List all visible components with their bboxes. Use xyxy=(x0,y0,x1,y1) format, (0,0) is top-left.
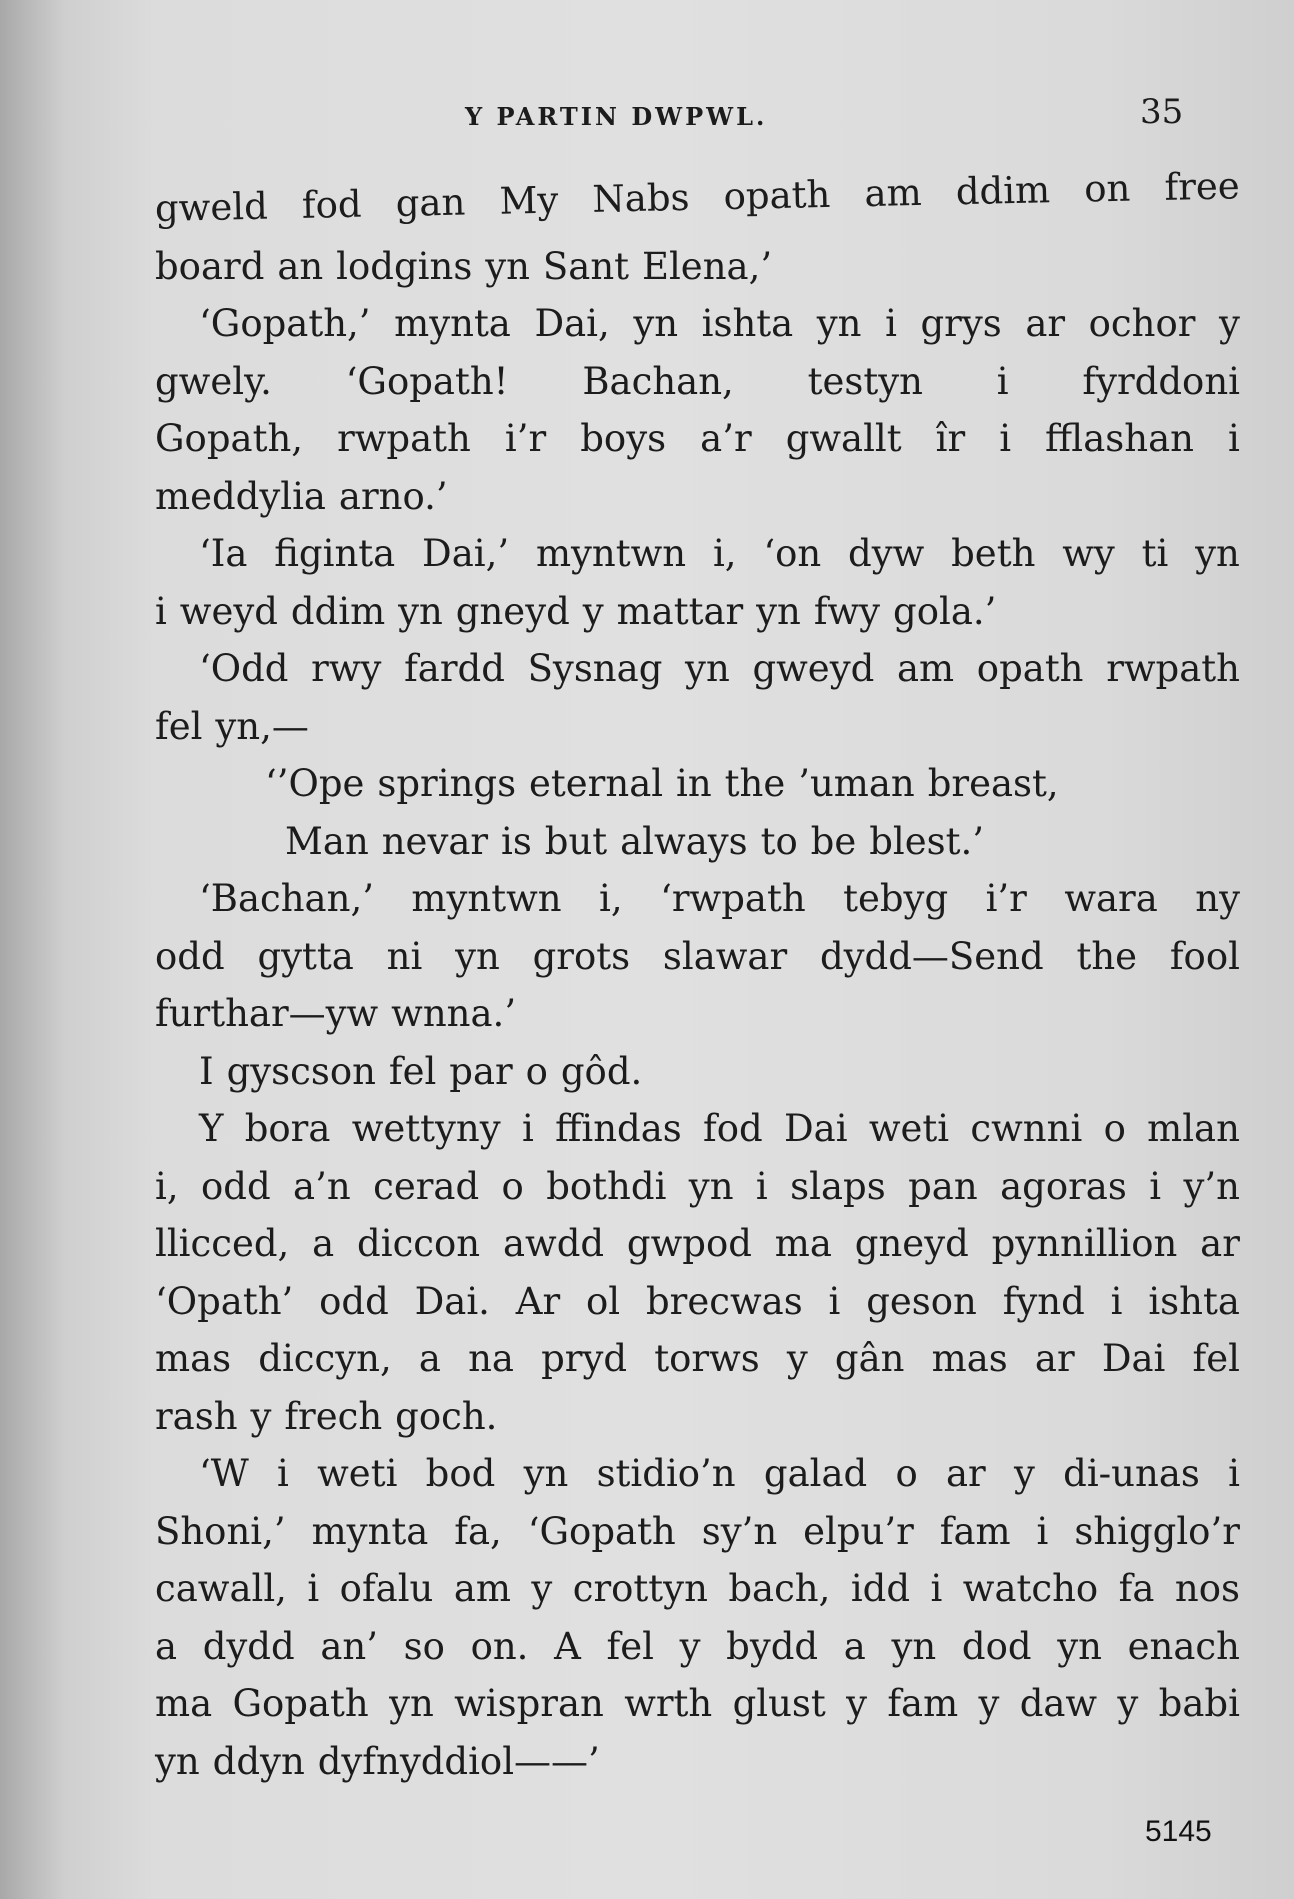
text-line xyxy=(155,1388,1240,1446)
word: ‘Odd xyxy=(199,647,289,690)
word: i xyxy=(755,1164,768,1208)
text-line xyxy=(155,295,1240,353)
word: myntwn xyxy=(535,532,687,575)
word: Dai xyxy=(1101,1337,1166,1380)
word: a xyxy=(418,1337,441,1380)
word: ni xyxy=(386,934,423,978)
word: llicced, xyxy=(155,1222,290,1265)
word: i, xyxy=(599,877,623,920)
word: breast, xyxy=(927,762,1059,805)
word: odd xyxy=(155,934,225,978)
word: Bachan, xyxy=(582,359,734,403)
word: tebyg xyxy=(843,877,949,920)
page-header xyxy=(0,92,1294,136)
word: mynta xyxy=(394,302,511,345)
word: y xyxy=(250,1394,272,1438)
word: rwy xyxy=(311,647,382,690)
word: the xyxy=(1076,934,1138,978)
word: i xyxy=(828,1279,841,1323)
word: ar xyxy=(1200,1222,1240,1265)
word: is xyxy=(501,819,532,863)
word: pynnillion xyxy=(991,1222,1178,1265)
word: gwallt xyxy=(785,417,902,460)
word: diccyn, xyxy=(258,1337,392,1380)
word: cwnni xyxy=(970,1107,1083,1150)
word: ‘Gopath xyxy=(527,1509,676,1553)
word: ma xyxy=(774,1222,832,1265)
word: ar xyxy=(946,1452,986,1495)
word: figinta xyxy=(274,532,396,575)
word: arno.’ xyxy=(338,474,448,518)
word: i xyxy=(307,1567,320,1610)
text-line xyxy=(155,525,1240,583)
word: but xyxy=(544,819,608,863)
word: yn xyxy=(891,1624,937,1668)
word: par xyxy=(449,1049,513,1093)
text-line xyxy=(155,410,1240,468)
word: gytta xyxy=(257,934,354,978)
word: dydd xyxy=(202,1624,295,1668)
word: geson xyxy=(866,1279,977,1323)
word: na xyxy=(468,1337,514,1380)
word: fel xyxy=(388,1049,437,1093)
word: ‘Gopath,’ xyxy=(199,302,371,345)
word: ’uman xyxy=(798,762,915,805)
word: grots xyxy=(532,934,631,978)
poem-line xyxy=(155,755,1240,813)
word: I xyxy=(199,1049,214,1093)
word: ffindas xyxy=(555,1107,682,1150)
word: yn xyxy=(688,1164,734,1208)
word: mlan xyxy=(1147,1107,1240,1150)
word: Dai. xyxy=(414,1279,490,1323)
word: testyn xyxy=(807,359,923,403)
word: gola.’ xyxy=(893,589,997,633)
word: yn xyxy=(455,934,500,978)
word: fynd xyxy=(1002,1279,1085,1323)
word: îr xyxy=(935,417,966,460)
text-line xyxy=(154,157,1240,237)
word: babi xyxy=(1158,1682,1240,1725)
word: fel xyxy=(155,704,203,748)
word: ofalu xyxy=(339,1567,434,1610)
running-title: Y PARTIN DWPWL. xyxy=(465,102,768,131)
word: odd xyxy=(319,1279,389,1323)
word: yn xyxy=(485,244,530,288)
text-line xyxy=(155,1273,1240,1331)
word: i xyxy=(521,1107,534,1150)
word: elpu’r xyxy=(803,1509,914,1553)
text-line xyxy=(155,640,1240,698)
word: i xyxy=(996,359,1009,403)
text-line xyxy=(155,1675,1240,1733)
word: Y xyxy=(199,1107,224,1150)
word: a xyxy=(843,1624,866,1668)
word: ishta xyxy=(701,302,794,345)
page-number: 35 xyxy=(1140,92,1184,132)
word: pryd xyxy=(541,1337,628,1380)
word: i xyxy=(999,417,1012,460)
word: i xyxy=(1228,417,1240,460)
word: boys xyxy=(580,417,667,460)
word: stidio’n xyxy=(596,1452,736,1495)
word: o xyxy=(1103,1107,1126,1150)
word: to xyxy=(760,819,798,863)
word: mattar xyxy=(616,589,744,633)
word: shigglo’r xyxy=(1074,1509,1240,1553)
word: y xyxy=(1218,302,1240,345)
word: rwpath xyxy=(1106,647,1240,690)
word: glust xyxy=(732,1682,826,1725)
word: mas xyxy=(931,1337,1008,1380)
word: opath xyxy=(723,172,831,219)
word: eternal xyxy=(529,762,664,805)
word: yn xyxy=(756,589,801,633)
word: blest.’ xyxy=(869,819,984,863)
word: mynta xyxy=(311,1509,429,1553)
word: myntwn xyxy=(411,877,562,920)
word: awdd xyxy=(502,1222,605,1265)
word: rwpath xyxy=(337,417,471,460)
word: ‘Bachan,’ xyxy=(199,877,374,920)
word: fam xyxy=(939,1509,1011,1553)
text-line xyxy=(155,1215,1240,1273)
word: Sysnag xyxy=(527,647,663,690)
word: wrth xyxy=(624,1682,713,1725)
word: yn xyxy=(1057,1624,1102,1668)
word: odd xyxy=(201,1164,271,1208)
word: ddim xyxy=(290,589,386,633)
word: yn xyxy=(816,302,862,345)
word: wispran xyxy=(454,1682,604,1725)
text-line xyxy=(155,1445,1240,1503)
word: i’r xyxy=(985,877,1027,920)
word: My xyxy=(499,178,559,223)
word: opath xyxy=(976,647,1084,690)
text-line xyxy=(155,870,1240,928)
word: wnna.’ xyxy=(391,992,517,1035)
word: yn xyxy=(155,1739,200,1783)
text-line xyxy=(155,698,1240,756)
word: i’r xyxy=(504,417,547,460)
word: nos xyxy=(1174,1567,1240,1610)
word: bora xyxy=(244,1107,331,1150)
word: crottyn xyxy=(572,1567,708,1610)
word: gweyd xyxy=(752,647,875,690)
word: free xyxy=(1164,164,1241,209)
word: fardd xyxy=(404,647,505,690)
word: mas xyxy=(155,1337,232,1380)
text-line xyxy=(155,1100,1240,1158)
word: i xyxy=(930,1567,943,1610)
word: o xyxy=(525,1049,548,1093)
word: wettyny xyxy=(351,1107,501,1150)
word: fool xyxy=(1169,934,1240,978)
text-line xyxy=(155,928,1240,986)
catalog-number: 5145 xyxy=(1145,1815,1212,1848)
word: yn,— xyxy=(215,704,309,748)
text-line xyxy=(155,1503,1240,1561)
word: fel xyxy=(1192,1337,1240,1380)
word: ti xyxy=(1141,532,1169,575)
word: Sant xyxy=(542,244,630,288)
word: cawall, xyxy=(155,1567,287,1610)
word: A xyxy=(554,1624,581,1668)
word: bydd xyxy=(726,1624,819,1668)
word: pan xyxy=(908,1164,978,1208)
text-line xyxy=(155,1560,1240,1618)
word: a xyxy=(312,1222,335,1265)
word: gyscson xyxy=(226,1049,376,1093)
word: y xyxy=(1117,1682,1139,1725)
word: y xyxy=(582,589,604,633)
word: yn xyxy=(398,589,443,633)
word: yn xyxy=(633,302,679,345)
text-line xyxy=(155,1733,1240,1791)
word: beth xyxy=(951,532,1036,575)
word: am xyxy=(896,647,955,690)
word: ‘Ia xyxy=(199,532,248,575)
word: y xyxy=(786,1337,808,1380)
word: Shoni,’ xyxy=(155,1509,286,1553)
word: fod xyxy=(301,182,363,227)
word: Ar xyxy=(515,1279,561,1323)
word: ‘rwpath xyxy=(660,877,806,920)
word: dyw xyxy=(848,532,925,575)
word: dod xyxy=(961,1624,1032,1668)
word: y xyxy=(846,1682,867,1725)
word: fwy xyxy=(813,589,881,633)
word: ishta xyxy=(1148,1279,1240,1323)
word: gneyd xyxy=(455,589,570,633)
text-line xyxy=(155,985,1240,1043)
word: be xyxy=(810,819,857,863)
word: galad xyxy=(763,1452,868,1495)
word: y xyxy=(531,1567,553,1610)
word: fel xyxy=(606,1624,654,1668)
word: o xyxy=(501,1164,524,1208)
word: bach, xyxy=(728,1567,831,1610)
word: wara xyxy=(1064,877,1158,920)
word: furthar—yw xyxy=(155,992,379,1035)
word: slaps xyxy=(790,1164,886,1208)
word: weti xyxy=(868,1107,950,1150)
word: am xyxy=(453,1567,511,1610)
text-line xyxy=(155,1043,1240,1101)
word: gneyd xyxy=(854,1222,969,1265)
word: Elena,’ xyxy=(641,244,773,288)
word: in xyxy=(676,762,712,805)
text-line xyxy=(155,1330,1240,1388)
word: y xyxy=(978,1682,1000,1725)
word: gwpod xyxy=(626,1222,752,1265)
text-line xyxy=(155,1618,1240,1676)
word: i xyxy=(277,1452,289,1495)
word: ‘W xyxy=(199,1452,249,1495)
word: fyrddoni xyxy=(1082,359,1240,403)
word: dydd—Send xyxy=(819,934,1044,978)
word: rash xyxy=(155,1394,238,1438)
word: Gopath, xyxy=(155,417,304,460)
word: gan xyxy=(395,180,466,225)
word: a xyxy=(155,1624,178,1668)
word: idd xyxy=(850,1567,911,1610)
word: y’n xyxy=(1183,1164,1240,1208)
word: Dai, xyxy=(534,302,610,345)
word: lodgins xyxy=(336,244,473,288)
word: enach xyxy=(1127,1624,1240,1668)
word: ‘’Ope xyxy=(265,762,365,805)
text-line xyxy=(155,1158,1240,1216)
word: i xyxy=(885,302,897,345)
word: goch. xyxy=(395,1394,498,1438)
word: wy xyxy=(1062,532,1115,575)
text-line xyxy=(155,353,1240,411)
word: i, xyxy=(155,1164,179,1208)
word: watcho xyxy=(962,1567,1099,1610)
word: gweld xyxy=(154,184,269,230)
word: grys xyxy=(920,302,1002,345)
word: ma xyxy=(155,1682,213,1725)
text-line xyxy=(155,468,1240,526)
word: yn xyxy=(389,1682,434,1725)
word: dyfnyddiol——’ xyxy=(317,1739,600,1783)
word: frech xyxy=(284,1394,383,1438)
word: torws xyxy=(654,1337,760,1380)
word: ar xyxy=(1025,302,1066,345)
poem-line xyxy=(155,813,1240,871)
word: bod xyxy=(425,1452,496,1495)
word: di-unas xyxy=(1063,1452,1200,1495)
word: gân xyxy=(834,1337,905,1380)
word: Nabs xyxy=(591,175,690,221)
word: y xyxy=(679,1624,701,1668)
word: ochor xyxy=(1088,302,1196,345)
word: always xyxy=(620,819,748,863)
word: Man xyxy=(285,819,369,863)
word: Dai xyxy=(783,1107,848,1150)
word: on xyxy=(1083,166,1131,211)
word: on. xyxy=(470,1624,529,1668)
word: a’n xyxy=(293,1164,351,1208)
word: daw xyxy=(1019,1682,1098,1725)
word: a’r xyxy=(700,417,752,460)
word: agoras xyxy=(1000,1164,1127,1208)
word: springs xyxy=(377,762,517,805)
word: i xyxy=(1149,1164,1162,1208)
word: board xyxy=(155,244,265,288)
word: o xyxy=(895,1452,918,1495)
word: ny xyxy=(1195,877,1240,920)
word: gwely. xyxy=(155,359,272,403)
word: an xyxy=(277,244,324,288)
word: sy’n xyxy=(701,1509,778,1553)
text-line xyxy=(155,238,1240,296)
word: cerad xyxy=(373,1164,480,1208)
word: yn xyxy=(523,1452,569,1495)
word: Gopath xyxy=(232,1682,369,1725)
word: brecwas xyxy=(645,1279,803,1323)
word: i, xyxy=(712,532,737,575)
word: fa, xyxy=(454,1509,502,1553)
word: y xyxy=(1014,1452,1035,1495)
word: the xyxy=(724,762,786,805)
word: fod xyxy=(703,1107,763,1150)
word: ddyn xyxy=(212,1739,305,1783)
word: i xyxy=(1110,1279,1123,1323)
text-line xyxy=(155,583,1240,641)
word: ‘Opath’ xyxy=(155,1279,294,1323)
word: fam xyxy=(887,1682,959,1725)
word: weti xyxy=(317,1452,398,1495)
word: ol xyxy=(586,1279,621,1323)
word: i xyxy=(155,589,167,633)
word: i xyxy=(1036,1509,1049,1553)
word: fa xyxy=(1118,1567,1155,1610)
word: ‘Gopath! xyxy=(345,359,509,403)
word: slawar xyxy=(662,934,788,978)
word: bothdi xyxy=(546,1164,667,1208)
word: gôd. xyxy=(560,1049,643,1093)
word: fflashan xyxy=(1045,417,1194,460)
word: yn xyxy=(1195,532,1240,575)
word: am xyxy=(864,170,923,216)
word: an’ xyxy=(320,1624,378,1668)
word: ddim xyxy=(955,168,1051,214)
word: i xyxy=(1228,1452,1240,1495)
word: weyd xyxy=(179,589,278,633)
word: diccon xyxy=(357,1222,481,1265)
word: ‘on xyxy=(763,532,822,575)
word: meddylia xyxy=(155,474,326,518)
word: ar xyxy=(1034,1337,1075,1380)
word: nevar xyxy=(381,819,489,863)
word: Dai,’ xyxy=(422,532,510,575)
body-text xyxy=(154,164,1241,1790)
word: yn xyxy=(685,647,730,690)
word: so xyxy=(403,1624,445,1668)
